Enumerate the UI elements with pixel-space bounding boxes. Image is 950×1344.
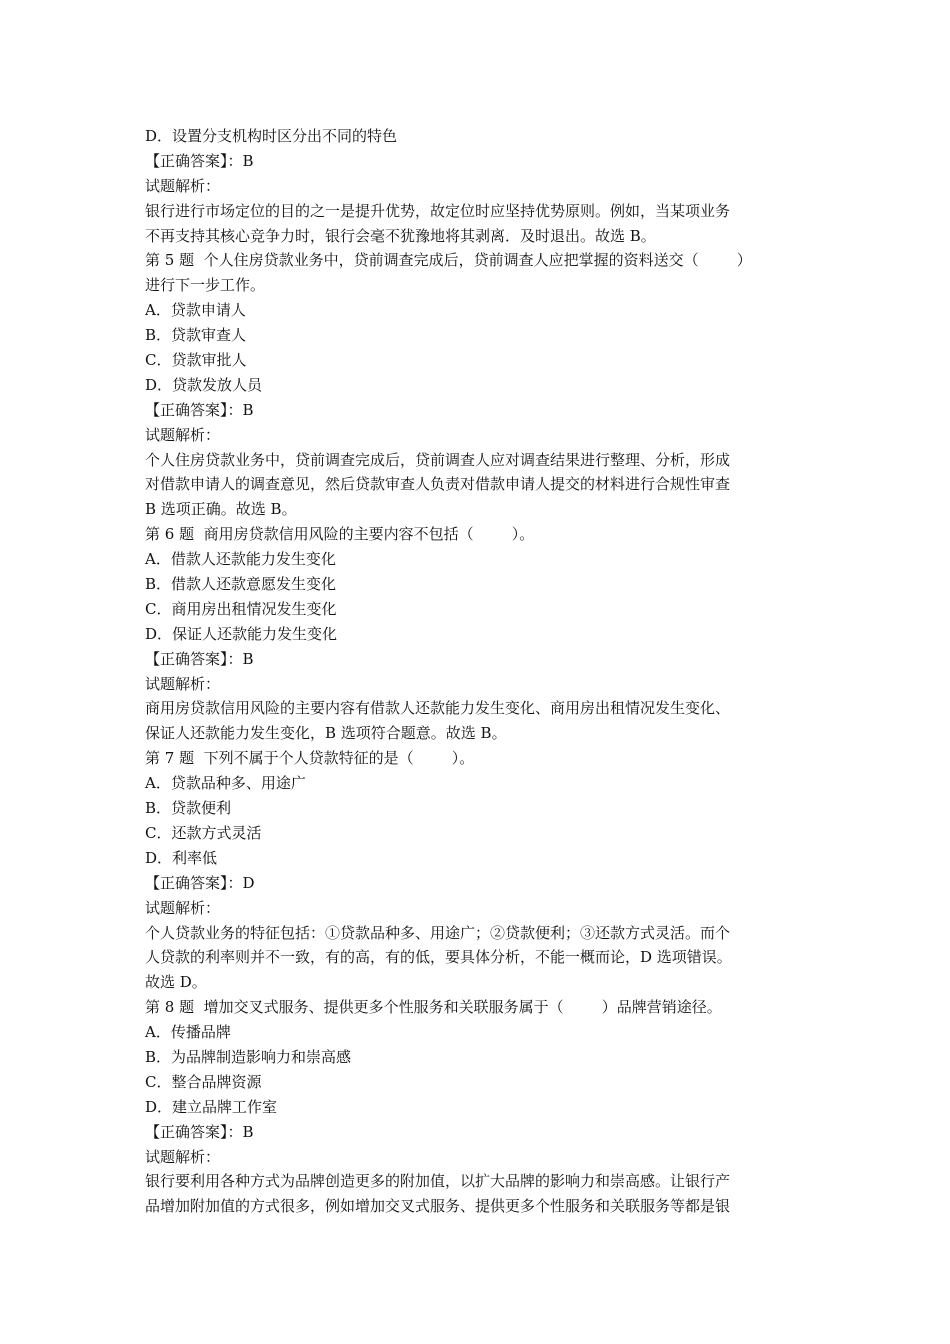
question-8-option-d: D．建立品牌工作室 [145, 1097, 278, 1116]
question-8-option-a: A．传播品牌 [145, 1023, 231, 1042]
question-7-option-b: B．贷款便利 [145, 799, 232, 818]
question-5-analysis-line: B 选项正确。故选 B。 [145, 500, 297, 519]
question-7-analysis-heading: 试题解析： [145, 898, 221, 917]
analysis-heading: 试题解析： [145, 176, 221, 195]
question-5-option-c: C．贷款审批人 [145, 351, 247, 370]
answer-line: 【正确答案】：B [145, 151, 254, 170]
question-8-analysis-line: 银行要利用各种方式为品牌创造更多的附加值，以扩大品牌的影响力和崇高感。让银行产 [145, 1172, 731, 1191]
question-5-option-b: B．贷款审查人 [145, 326, 247, 345]
question-6-option-d: D．保证人还款能力发生变化 [145, 624, 338, 643]
question-5-answer: 【正确答案】：B [145, 400, 254, 419]
question-5-analysis-line: 个人住房贷款业务中，贷前调查完成后，贷前调查人应对调查结果进行整理、分析，形成 [145, 450, 731, 469]
question-7-analysis-line: 个人贷款业务的特征包括：①贷款品种多、用途广；②贷款便利；③还款方式灵活。而个 [145, 923, 731, 942]
question-5-option-d: D．贷款发放人员 [145, 375, 263, 394]
question-8-title: 第 8 题 增加交叉式服务、提供更多个性服务和关联服务属于（ ）品牌营销途径。 [145, 998, 722, 1017]
question-6-answer: 【正确答案】：B [145, 649, 254, 668]
question-7-answer: 【正确答案】：D [145, 873, 255, 892]
question-5-title-cont: 进行下一步工作。 [145, 276, 266, 295]
question-6-title: 第 6 题 商用房贷款信用风险的主要内容不包括（ ）。 [145, 525, 535, 544]
document-page [145, 124, 810, 1219]
question-5-title: 第 5 题 个人住房贷款业务中，贷前调查完成后，贷前调查人应把掌握的资料送交（ ） [145, 251, 752, 270]
question-6-analysis-line: 商用房贷款信用风险的主要内容有借款人还款能力发生变化、商用房出租情况发生变化、 [145, 699, 731, 718]
question-6-option-b: B．借款人还款意愿发生变化 [145, 575, 337, 594]
question-6-analysis-line: 保证人还款能力发生变化，B 选项符合题意。故选 B。 [145, 724, 507, 743]
question-7-analysis-line: 故选 D。 [145, 973, 207, 992]
question-8-analysis-heading: 试题解析： [145, 1147, 221, 1166]
question-7-option-c: C．还款方式灵活 [145, 823, 262, 842]
question-6-option-a: A．借款人还款能力发生变化 [145, 550, 336, 569]
question-5-option-a: A．贷款申请人 [145, 301, 246, 320]
question-8-answer: 【正确答案】：B [145, 1122, 254, 1141]
question-7-title: 第 7 题 下列不属于个人贷款特征的是（ ）。 [145, 749, 475, 768]
question-8-option-c: C．整合品牌资源 [145, 1072, 262, 1091]
question-7-option-a: A．贷款品种多、用途广 [145, 774, 306, 793]
question-8-option-b: B．为品牌制造影响力和崇高感 [145, 1047, 352, 1066]
analysis-text-line: 银行进行市场定位的目的之一是提升优势，故定位时应坚持优势原则。例如，当某项业务 [145, 201, 731, 220]
analysis-text-line: 不再支持其核心竞争力时，银行会毫不犹豫地将其剥离．及时退出。故选 B。 [145, 226, 656, 245]
question-6-analysis-heading: 试题解析： [145, 674, 221, 693]
option-d-line: D．设置分支机构时区分出不同的特色 [145, 127, 398, 145]
question-5-analysis-line: 对借款申请人的调查意见，然后贷款审查人负责对借款申请人提交的材料进行合规性审查 [145, 475, 731, 494]
question-8-analysis-line: 品增加附加值的方式很多，例如增加交叉式服务、提供更多个性服务和关联服务等都是银 [145, 1197, 731, 1216]
question-6-option-c: C．商用房出租情况发生变化 [145, 599, 337, 618]
question-7-analysis-line: 人贷款的利率则并不一致，有的高，有的低，要具体分析，不能一概而论，D 选项错误。 [145, 948, 732, 967]
question-5-analysis-heading: 试题解析： [145, 425, 221, 444]
question-7-option-d: D．利率低 [145, 848, 218, 867]
